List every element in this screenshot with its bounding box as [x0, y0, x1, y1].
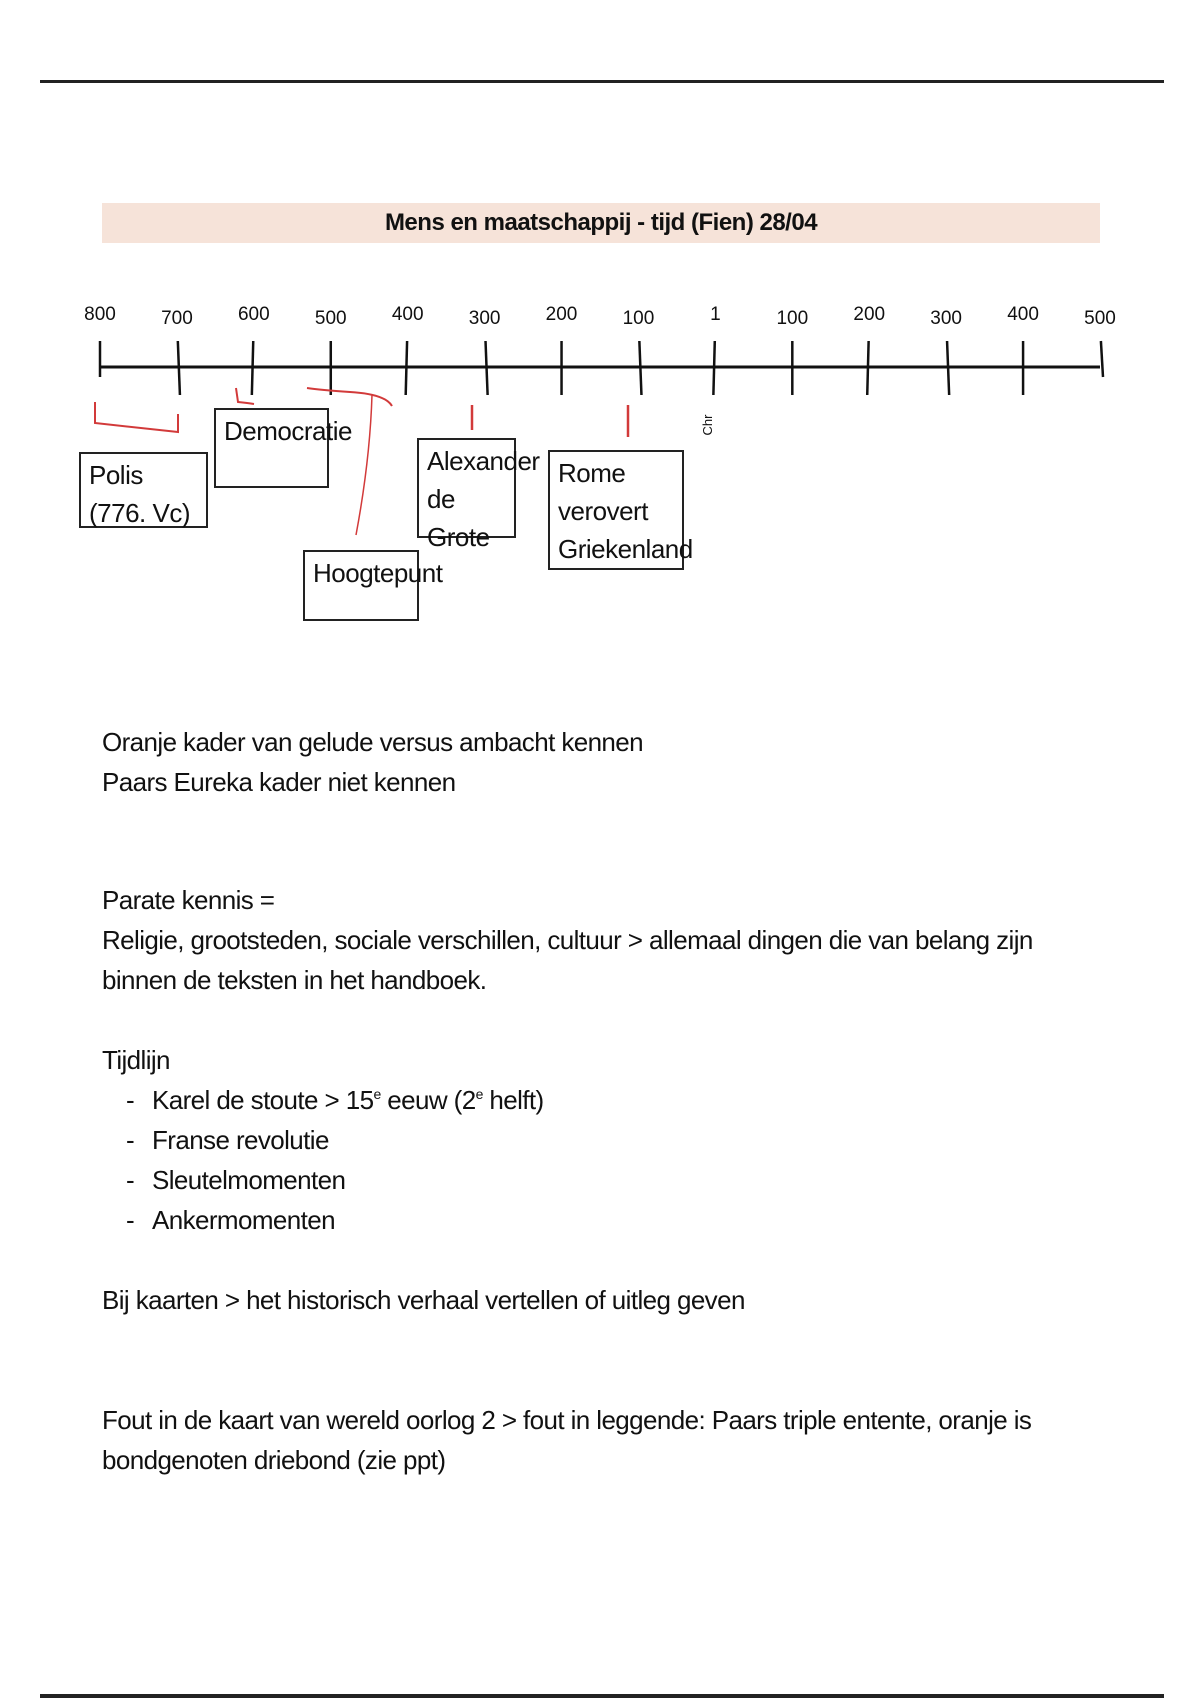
timeline-tick [947, 341, 949, 395]
timeline-box-democratie: Democratie [214, 408, 329, 488]
timeline-box-rome: Rome verovert Griekenland [548, 450, 684, 570]
timeline-tick [252, 341, 253, 395]
timeline-box-hoogtepunt: Hoogtepunt [303, 550, 419, 621]
timeline-tick-label: 600 [237, 304, 270, 325]
timeline-tick-label: 300 [930, 308, 963, 329]
bottom-rule [40, 1694, 1164, 1698]
notes-kaders [102, 722, 1102, 802]
timeline-tick [406, 341, 407, 395]
timeline-tick-label: 100 [622, 308, 655, 329]
timeline-tick-label: 800 [84, 304, 116, 325]
note-oranje: Oranje kader van gelude versus ambacht kennen [102, 727, 644, 757]
timeline-tick [867, 341, 868, 395]
parate-heading: Parate kennis = [102, 885, 275, 915]
notes-tijdlijn [102, 1040, 1102, 1240]
list-item: - Franse revolutie [126, 1125, 329, 1155]
tijdlijn-list [102, 1080, 1102, 1240]
polis-bracket [95, 402, 178, 432]
christ-mark: Chr [700, 414, 715, 436]
timeline-box-polis: Polis (776. Vc) [79, 452, 208, 528]
timeline-tick-label: 200 [545, 304, 578, 325]
top-rule [40, 80, 1164, 83]
hoogtepunt-connector [356, 395, 372, 535]
note-kaarten: Bij kaarten > het historisch verhaal vertellen of uitleg geven [102, 1285, 745, 1315]
tijdlijn-heading: Tijdlijn [102, 1045, 170, 1075]
timeline-tick-label: 500 [1084, 308, 1116, 329]
timeline-tick-label: 1 [710, 304, 721, 325]
timeline-tick [178, 341, 180, 395]
notes-parate-kennis [102, 880, 1102, 1000]
note-fout: Fout in de kaart van wereld oorlog 2 > fout in leggende: Paars triple entente, oranje is bondgenoten driebond (zie ppt) [102, 1405, 1032, 1475]
timeline-tick-label: 400 [391, 304, 424, 325]
timeline-tick [486, 341, 488, 395]
timeline-tick [713, 341, 714, 395]
timeline-tick-label: 200 [853, 304, 886, 325]
parate-text: Religie, grootsteden, sociale verschillen, cultuur > allemaal dingen die van belang zijn binnen de teksten in het handboek. [102, 925, 1033, 995]
list-item: - Sleutelmomenten [126, 1165, 346, 1195]
timeline-tick-label: 400 [1007, 304, 1039, 325]
hoogtepunt-bracket [307, 388, 392, 406]
timeline-tick-label: 700 [161, 308, 193, 329]
timeline-tick-label: 100 [776, 308, 809, 329]
timeline-tick-label: 500 [314, 308, 347, 329]
page-title: Mens en maatschappij - tijd (Fien) 28/04 [102, 203, 1100, 243]
timeline-tick [1101, 341, 1103, 377]
list-item: - Ankermomenten [126, 1205, 335, 1235]
list-item: - Karel de stoute > $15^e$ eeuw (2e helft) [126, 1085, 544, 1115]
timeline-tick [639, 341, 641, 395]
note-paars: Paars Eureka kader niet kennen [102, 767, 456, 797]
timeline-box-alexander: Alexander de Grote [417, 438, 516, 538]
timeline-tick-label: 300 [468, 308, 501, 329]
